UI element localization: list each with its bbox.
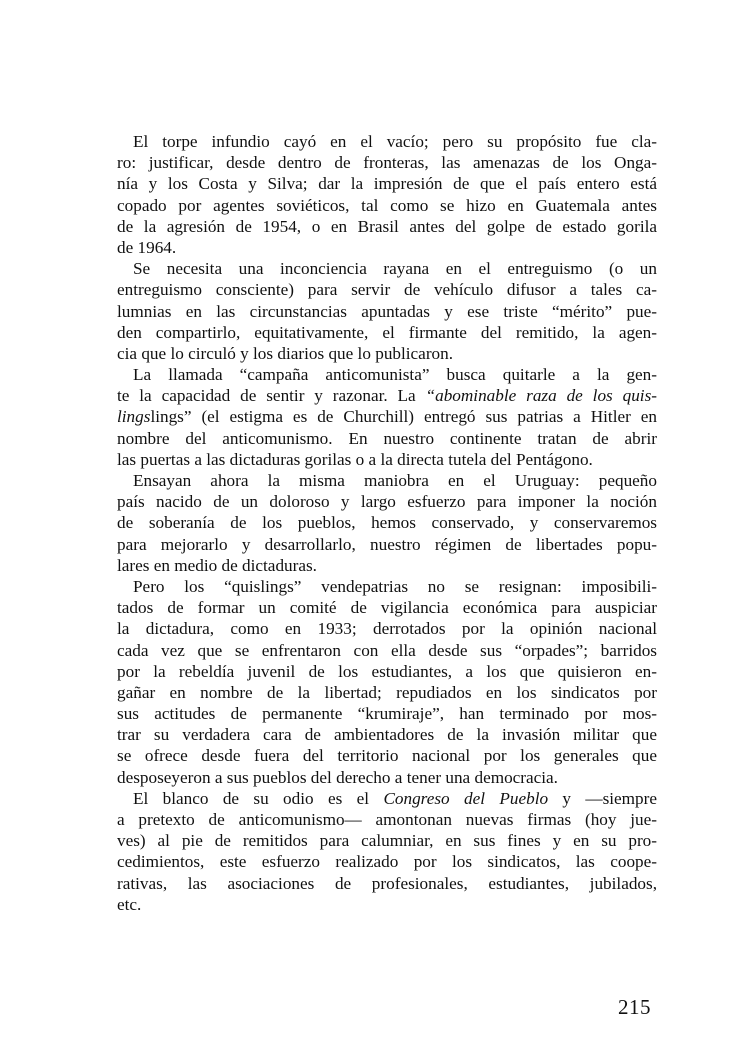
- text-line: gañar en nombre de la libertad; repudiados en los sindicatos por: [117, 682, 657, 702]
- text-line: nombre del anticomunismo. En nuestro continente tratan de abrir: [117, 428, 657, 448]
- text-line: tados de formar un comité de vigilancia económica para auspiciar: [117, 598, 657, 618]
- text-line: de 1964.: [117, 237, 177, 257]
- text-line: nía y los Costa y Silva; dar la impresión de que el país entero está: [117, 174, 657, 194]
- paragraph: [117, 258, 657, 364]
- text-line: Pero los “quislings” vendepatrias no se resignan: imposibili-: [133, 576, 657, 596]
- text-line: de soberanía de los pueblos, hemos conservado, y conservaremos: [117, 513, 657, 533]
- text-segment: El blanco de su odio es el: [133, 788, 384, 808]
- body-text: [117, 131, 657, 915]
- paragraph: [117, 576, 657, 788]
- text-line: etc.: [117, 894, 142, 914]
- italic-quote: lings: [117, 407, 151, 427]
- text-line: trar su verdadera cara de ambientadores de la invasión militar que: [117, 725, 657, 745]
- text-line: se ofrece desde fuera del territorio nacional por los generales que: [117, 746, 657, 766]
- text-line: a pretexto de anticomunismo— amontonan nuevas firmas (hoy jue-: [117, 810, 657, 829]
- text-segment: te la capacidad de sentir y razonar. La: [117, 386, 426, 406]
- text-line: ves) al pie de remitidos para calumniar, en sus fines y en su pro-: [117, 831, 657, 851]
- text-line: Ensayan ahora la misma maniobra en el Uruguay: pequeño: [133, 471, 657, 490]
- text-line: El torpe infundio cayó en el vacío; pero su propósito fue cla-: [133, 132, 657, 151]
- italic-name: Congreso del Pueblo: [383, 788, 549, 808]
- paragraph: [117, 364, 657, 470]
- text-line: desposeyeron a sus pueblos del derecho a tener una democracia.: [117, 767, 558, 787]
- text-line: La llamada “campaña anticomunista” busca quitarle a la gen-: [133, 365, 657, 385]
- page-number: 215: [618, 995, 651, 1019]
- paragraph: [117, 470, 657, 576]
- text-line: lumnias en las circunstancias apuntadas y ese triste “mérito” pue-: [117, 301, 657, 321]
- paragraph: [117, 131, 657, 258]
- text-line: cada vez que se enfrentaron con ella desde sus “orpades”; barridos: [117, 640, 657, 660]
- text-line: las puertas a las dictaduras gorilas o a la directa tutela del Pentágono.: [117, 449, 593, 469]
- paragraph: [117, 788, 657, 915]
- text-line: cia que lo circuló y los diarios que lo publicaron.: [117, 343, 454, 363]
- text-line: [117, 788, 657, 809]
- text-line: la dictadura, como en 1933; derrotados por la opinión nacional: [117, 619, 657, 639]
- text-line: den compartirlo, equitativamente, el firmante del remitido, la agen-: [117, 322, 657, 342]
- text-line: Se necesita una inconciencia rayana en el entreguismo (o un: [133, 259, 657, 279]
- text-segment: y —siempre: [548, 788, 657, 808]
- text-line: [117, 406, 657, 427]
- text-line: para mejorarlo y desarrollarlo, nuestro régimen de libertades popu-: [117, 534, 657, 554]
- text-line: lares en medio de dictaduras.: [117, 555, 317, 575]
- text-line: cedimientos, este esfuerzo realizado por los sindicatos, las coope-: [117, 852, 657, 872]
- text-line: [117, 385, 657, 406]
- italic-quote: “abominable raza de los quis-: [425, 386, 657, 406]
- text-line: de la agresión de 1954, o en Brasil antes del golpe de estado gorila: [117, 216, 657, 236]
- text-line: rativas, las asociaciones de profesionales, estudiantes, jubilados,: [117, 873, 657, 893]
- text-line: sus actitudes de permanente “krumiraje”, han terminado por mos-: [117, 704, 657, 724]
- text-line: país nacido de un doloroso y largo esfuerzo para imponer la noción: [117, 492, 657, 512]
- text-line: por la rebeldía juvenil de los estudiantes, a los que quisieron en-: [117, 661, 657, 681]
- text-line: copado por agentes soviéticos, tal como se hizo en Guatemala antes: [117, 195, 657, 215]
- text-line: ro: justificar, desde dentro de fronteras, las amenazas de los Onga-: [117, 153, 657, 173]
- text-line: entreguismo consciente) para servir de vehículo difusor a tales ca-: [117, 280, 657, 300]
- text-segment: lings” (el estigma es de Churchill) entregó sus patrias a Hitler en: [150, 407, 657, 427]
